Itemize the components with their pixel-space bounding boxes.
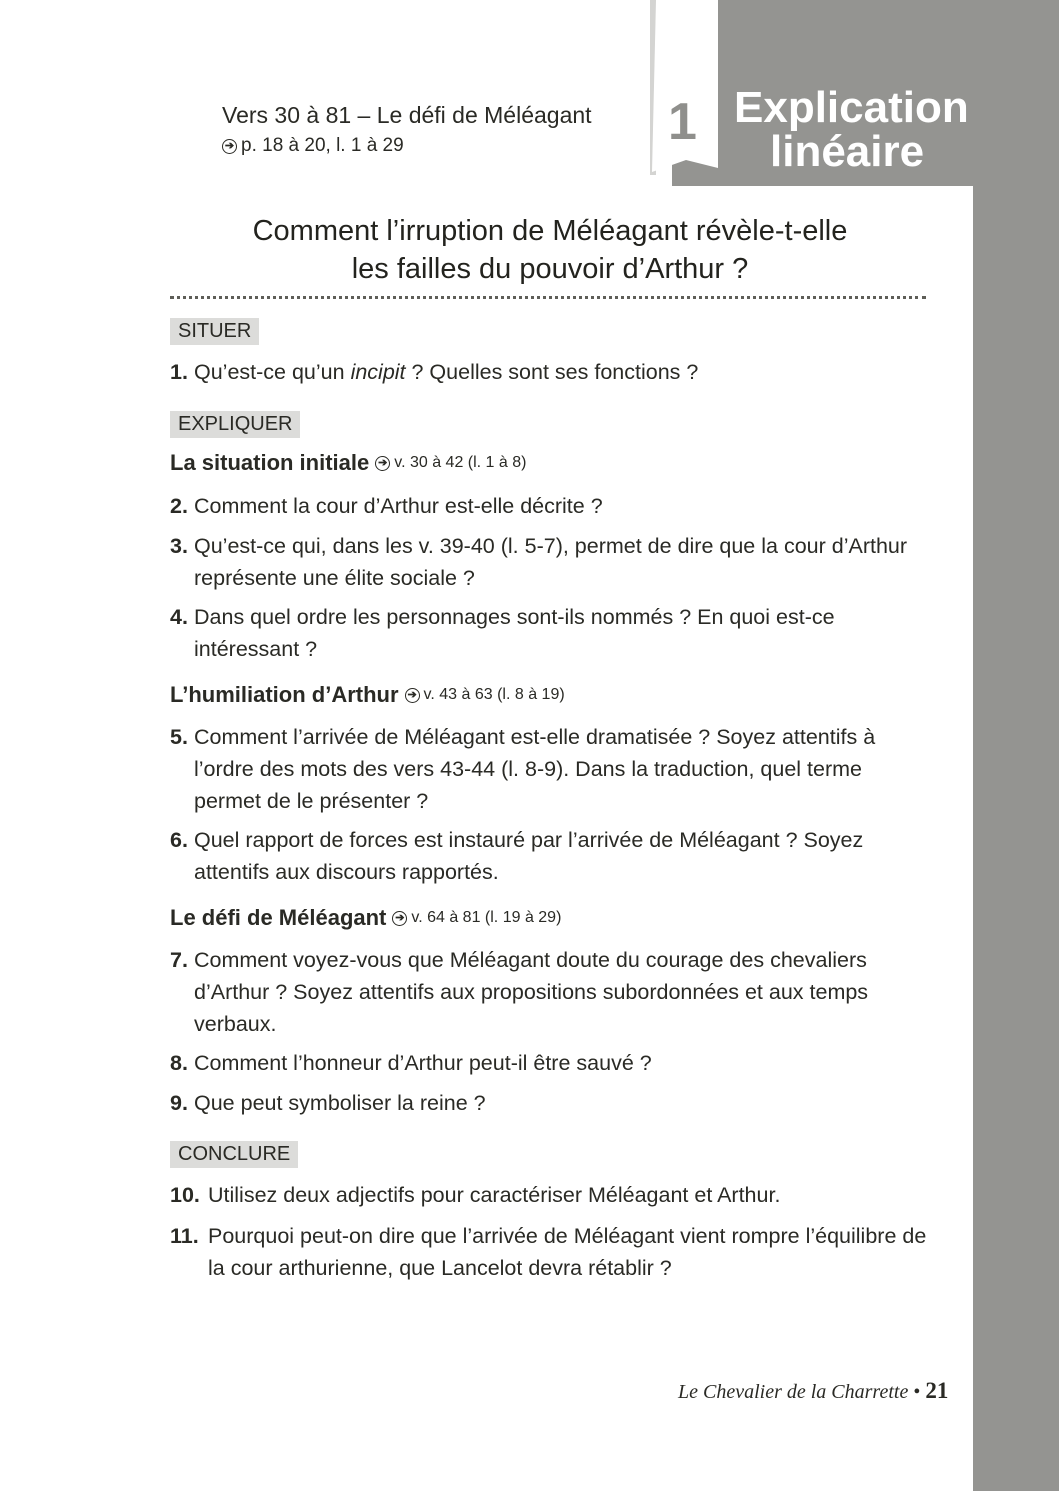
question-item bbox=[170, 1179, 930, 1211]
section-title bbox=[734, 83, 1034, 176]
question-number: 11. bbox=[170, 1224, 199, 1248]
question-number: 10. bbox=[170, 1183, 200, 1207]
question-text: Comment la cour d’Arthur est-elle décrite ? bbox=[194, 494, 603, 518]
arrow-circle-icon: ➔ bbox=[392, 911, 407, 926]
question-item bbox=[170, 944, 930, 1040]
subsection-title: Le défi de Méléagant bbox=[170, 905, 387, 930]
main-question-line1: Comment l’irruption de Méléagant révèle-t-elle bbox=[252, 215, 848, 247]
question-item bbox=[170, 530, 930, 594]
side-margin-panel bbox=[973, 0, 1059, 1491]
question-text: Pourquoi peut-on dire que l’arrivée de Méléagant vient rompre l’équilibre de la cour arthurienne, que Lancelot devra rétablir ? bbox=[208, 1224, 927, 1280]
subsection-ref: v. 64 à 81 (l. 19 à 29) bbox=[411, 909, 562, 926]
main-question-line2: les failles du pouvoir d’Arthur ? bbox=[351, 253, 749, 285]
question-text: Qu’est-ce qu’un incipit ? Quelles sont ses fonctions ? bbox=[194, 360, 699, 384]
passage-header bbox=[222, 102, 592, 157]
question-item bbox=[170, 601, 930, 665]
section-expliquer bbox=[170, 411, 930, 438]
question-text: Comment voyez-vous que Méléagant doute du courage des chevaliers d’Arthur ? Soyez attentifs aux propositions subordonnées et aux temps verbaux. bbox=[194, 948, 869, 1036]
question-number: 6. bbox=[170, 828, 188, 852]
question-item bbox=[170, 824, 930, 888]
subsection-heading bbox=[170, 905, 930, 931]
section-title-line1: Explication bbox=[734, 83, 969, 132]
section-tag-situer: SITUER bbox=[170, 318, 259, 345]
section-situer bbox=[170, 318, 930, 345]
section-tag-conclure: CONCLURE bbox=[170, 1141, 298, 1168]
question-item bbox=[170, 1220, 930, 1284]
section-title-line2: linéaire bbox=[770, 127, 925, 176]
question-item bbox=[170, 721, 930, 817]
subsection-title: La situation initiale bbox=[170, 450, 370, 475]
question-number: 5. bbox=[170, 725, 188, 749]
subsection-ref: v. 43 à 63 (l. 8 à 19) bbox=[423, 686, 565, 703]
page-footer bbox=[678, 1378, 948, 1404]
question-number: 7. bbox=[170, 948, 188, 972]
arrow-circle-icon: ➔ bbox=[375, 456, 390, 471]
question-item bbox=[170, 1047, 930, 1079]
subsection-title: L’humiliation d’Arthur bbox=[170, 682, 399, 707]
question-text: Utilisez deux adjectifs pour caractériser Méléagant et Arthur. bbox=[208, 1183, 781, 1207]
book-title: Le Chevalier de la Charrette bbox=[678, 1381, 909, 1403]
subsection-heading bbox=[170, 450, 930, 476]
arrow-circle-icon: ➔ bbox=[222, 139, 237, 154]
question-item bbox=[170, 356, 930, 388]
chapter-number: 1 bbox=[668, 93, 697, 151]
section-conclure bbox=[170, 1141, 930, 1168]
passage-title: Vers 30 à 81 – Le défi de Méléagant bbox=[222, 102, 592, 128]
question-number: 1. bbox=[170, 360, 188, 384]
arrow-circle-icon: ➔ bbox=[405, 688, 420, 703]
subsection-heading bbox=[170, 682, 930, 708]
card-corner bbox=[940, 186, 973, 226]
question-number: 2. bbox=[170, 494, 188, 518]
question-text: Que peut symboliser la reine ? bbox=[194, 1091, 486, 1115]
question-number: 3. bbox=[170, 534, 188, 558]
footer-separator: • bbox=[913, 1381, 921, 1403]
question-text: Dans quel ordre les personnages sont-ils nommés ? En quoi est-ce intéressant ? bbox=[194, 605, 835, 661]
dotted-divider bbox=[170, 296, 926, 299]
page-number: 21 bbox=[925, 1378, 949, 1403]
question-number: 9. bbox=[170, 1091, 188, 1115]
question-item bbox=[170, 490, 930, 522]
question-text: Qu’est-ce qui, dans les v. 39-40 (l. 5-7), permet de dire que la cour d’Arthur représente une élite sociale ? bbox=[194, 534, 908, 590]
question-text: Comment l’arrivée de Méléagant est-elle dramatisée ? Soyez attentifs à l’ordre des mots des vers 43-44 (l. 8-9). Dans la traduction, quel terme permet de le présenter ? bbox=[194, 725, 876, 813]
section-tag-expliquer: EXPLIQUER bbox=[170, 411, 300, 438]
question-number: 8. bbox=[170, 1051, 188, 1075]
main-question bbox=[160, 212, 940, 288]
question-number: 4. bbox=[170, 605, 188, 629]
question-item bbox=[170, 1087, 930, 1119]
subsection-ref: v. 30 à 42 (l. 1 à 8) bbox=[394, 454, 527, 471]
question-text: Quel rapport de forces est instauré par l’arrivée de Méléagant ? Soyez attentifs aux discours rapportés. bbox=[194, 828, 864, 884]
passage-reference-text: p. 18 à 20, l. 1 à 29 bbox=[241, 135, 404, 156]
question-text: Comment l’honneur d’Arthur peut-il être sauvé ? bbox=[194, 1051, 652, 1075]
passage-reference bbox=[222, 135, 592, 157]
